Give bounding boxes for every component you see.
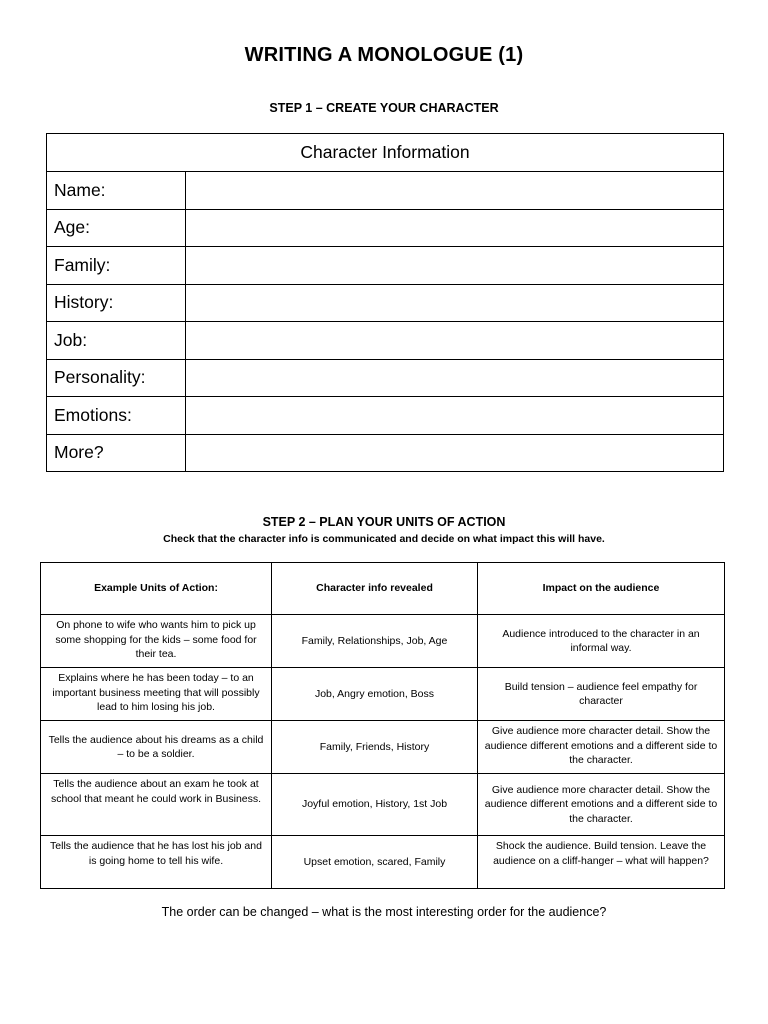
field-input-family[interactable] bbox=[186, 247, 724, 285]
info-cell: Family, Relationships, Job, Age bbox=[272, 615, 478, 668]
field-input-job[interactable] bbox=[186, 322, 724, 360]
impact-cell: Build tension – audience feel empathy for character bbox=[478, 668, 725, 721]
character-table-header-row bbox=[47, 134, 724, 172]
field-label-more: More? bbox=[47, 434, 186, 472]
units-table-header-row bbox=[41, 563, 725, 615]
column-header-impact: Impact on the audience bbox=[478, 563, 725, 615]
field-label-age: Age: bbox=[47, 209, 186, 247]
info-cell: Joyful emotion, History, 1st Job bbox=[272, 774, 478, 836]
column-header-units: Example Units of Action: bbox=[41, 563, 272, 615]
impact-cell: Audience introduced to the character in an informal way. bbox=[478, 615, 725, 668]
impact-cell: Give audience more character detail. Show the audience different emotions and a different side to the character. bbox=[478, 774, 725, 836]
field-input-more[interactable] bbox=[186, 434, 724, 472]
footer-note: The order can be changed – what is the most interesting order for the audience? bbox=[161, 905, 607, 919]
field-label-job: Job: bbox=[47, 322, 186, 360]
field-label-history: History: bbox=[47, 284, 186, 322]
character-field-row-history bbox=[47, 284, 724, 322]
table-row bbox=[41, 721, 725, 774]
field-input-age[interactable] bbox=[186, 209, 724, 247]
character-field-row-job bbox=[47, 322, 724, 360]
field-input-name[interactable] bbox=[186, 172, 724, 210]
info-cell: Family, Friends, History bbox=[272, 721, 478, 774]
unit-cell: On phone to wife who wants him to pick up some shopping for the kids – some food for their tea. bbox=[41, 615, 272, 668]
page-title: WRITING A MONOLOGUE (1) bbox=[244, 44, 524, 66]
table-row bbox=[41, 836, 725, 889]
table-row bbox=[41, 668, 725, 721]
field-input-personality[interactable] bbox=[186, 359, 724, 397]
unit-cell: Tells the audience about his dreams as a child – to be a soldier. bbox=[41, 721, 272, 774]
character-field-row-name bbox=[47, 172, 724, 210]
table-row bbox=[41, 774, 725, 836]
field-input-history[interactable] bbox=[186, 284, 724, 322]
step1-heading: STEP 1 – CREATE YOUR CHARACTER bbox=[269, 101, 499, 115]
table-row bbox=[41, 615, 725, 668]
character-field-row-family bbox=[47, 247, 724, 285]
character-field-row-emotions bbox=[47, 397, 724, 435]
column-header-info: Character info revealed bbox=[272, 563, 478, 615]
character-field-row-more bbox=[47, 434, 724, 472]
impact-cell: Give audience more character detail. Show the audience different emotions and a different side to the character. bbox=[478, 721, 725, 774]
unit-cell: Tells the audience that he has lost his job and is going home to tell his wife. bbox=[41, 836, 272, 889]
field-input-emotions[interactable] bbox=[186, 397, 724, 435]
field-label-personality: Personality: bbox=[47, 359, 186, 397]
field-label-family: Family: bbox=[47, 247, 186, 285]
field-label-name: Name: bbox=[47, 172, 186, 210]
character-information-table bbox=[46, 133, 724, 472]
impact-cell: Shock the audience. Build tension. Leave the audience on a cliff-hanger – what will happen? bbox=[478, 836, 725, 889]
field-label-emotions: Emotions: bbox=[47, 397, 186, 435]
character-field-row-age bbox=[47, 209, 724, 247]
info-cell: Upset emotion, scared, Family bbox=[272, 836, 478, 889]
info-cell: Job, Angry emotion, Boss bbox=[272, 668, 478, 721]
step2-heading: STEP 2 – PLAN YOUR UNITS OF ACTION bbox=[262, 515, 506, 529]
character-table-header: Character Information bbox=[47, 134, 724, 172]
unit-cell: Explains where he has been today – to an important business meeting that will possibly lead to him losing his job. bbox=[41, 668, 272, 721]
units-of-action-table bbox=[40, 562, 725, 889]
step2-subheading: Check that the character info is communicated and decide on what impact this will have. bbox=[163, 533, 605, 545]
character-field-row-personality bbox=[47, 359, 724, 397]
unit-cell: Tells the audience about an exam he took at school that meant he could work in Business. bbox=[41, 774, 272, 836]
